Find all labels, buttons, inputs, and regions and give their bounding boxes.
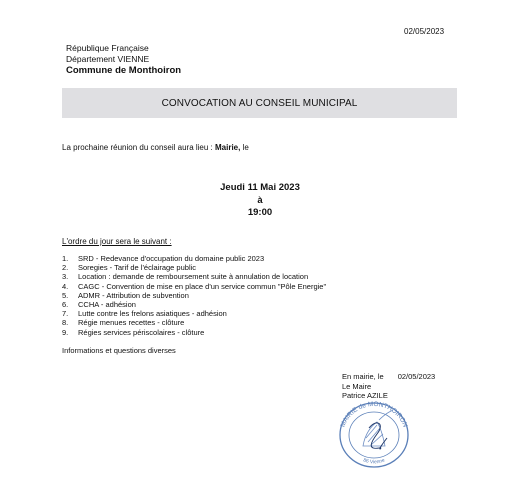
agenda-item-text: Location : demande de remboursement suite à annulation de location <box>78 272 309 282</box>
agenda-item <box>62 300 326 309</box>
agenda-title: L'ordre du jour sera le suivant : <box>62 237 172 246</box>
agenda-item-number: 1. <box>62 254 69 263</box>
agenda-item-text: Lutte contre les frelons asiatiques - adhésion <box>78 309 227 319</box>
meeting-datetime <box>200 182 320 220</box>
meeting-day: Jeudi 11 Mai 2023 <box>220 182 300 193</box>
commune-name: Commune de Monthoiron <box>66 65 182 76</box>
agenda-item-number: 5. <box>62 290 69 300</box>
intro-suffix: le <box>240 143 249 152</box>
meeting-time: 19:00 <box>247 207 273 218</box>
agenda-item-text: ADMR - Attribution de subvention <box>78 290 189 300</box>
document-date: 02/05/2023 <box>404 27 445 36</box>
meeting-intro <box>62 143 249 152</box>
agenda-item-text: CCHA - adhésion <box>78 300 136 310</box>
agenda-item-number: 3. <box>62 272 69 282</box>
meeting-at: à <box>257 194 263 206</box>
misc-info: Informations et questions diverses <box>62 346 176 355</box>
department-line: Département VIENNE <box>66 54 150 64</box>
mairie-stamp <box>333 398 415 470</box>
agenda-item-number: 2. <box>62 263 69 273</box>
agenda-item <box>62 254 326 263</box>
signature-place: En mairie, le <box>342 372 384 381</box>
title-banner <box>62 88 457 118</box>
agenda-list <box>62 254 326 337</box>
republic-line: République Française <box>66 43 149 53</box>
agenda-item-number: 6. <box>62 300 69 310</box>
agenda-item-text: Régies services périscolaires - clôture <box>78 327 205 337</box>
stamp-emblem-icon <box>363 410 393 446</box>
agenda-item-text: CAGC - Convention de mise en place d'un service commun "Pôle Energie" <box>78 281 327 291</box>
agenda-item <box>62 309 326 318</box>
signature-date: 02/05/2023 <box>397 372 436 381</box>
meeting-place: Mairie, <box>215 143 241 152</box>
agenda-item <box>62 272 326 281</box>
agenda-item-text: Régie menues recettes - clôture <box>78 318 185 328</box>
agenda-item-number: 8. <box>62 318 69 328</box>
agenda-item-number: 9. <box>62 327 69 337</box>
agenda-item <box>62 328 326 337</box>
signature-name: Patrice AZILE <box>342 391 388 400</box>
signature-role: Le Maire <box>342 381 372 391</box>
letterhead <box>66 43 181 76</box>
agenda-item-text: Soregies - Tarif de l'éclairage public <box>78 263 197 273</box>
agenda-item-number: 4. <box>62 281 69 291</box>
stamp-text-bottom: 86 Vienne <box>362 457 386 466</box>
agenda-item <box>62 263 326 272</box>
stamp-text-top: MAIRIE de MONTHOIRON <box>339 400 409 429</box>
agenda-item <box>62 291 326 300</box>
document-title: CONVOCATION AU CONSEIL MUNICIPAL <box>161 97 358 109</box>
signature-block <box>342 372 435 401</box>
agenda-item <box>62 282 326 291</box>
agenda-item <box>62 318 326 327</box>
intro-text: La prochaine réunion du conseil aura lieu : <box>62 143 215 152</box>
agenda-item-text: SRD - Redevance d'occupation du domaine public 2023 <box>78 254 265 263</box>
agenda-item-number: 7. <box>62 309 69 319</box>
